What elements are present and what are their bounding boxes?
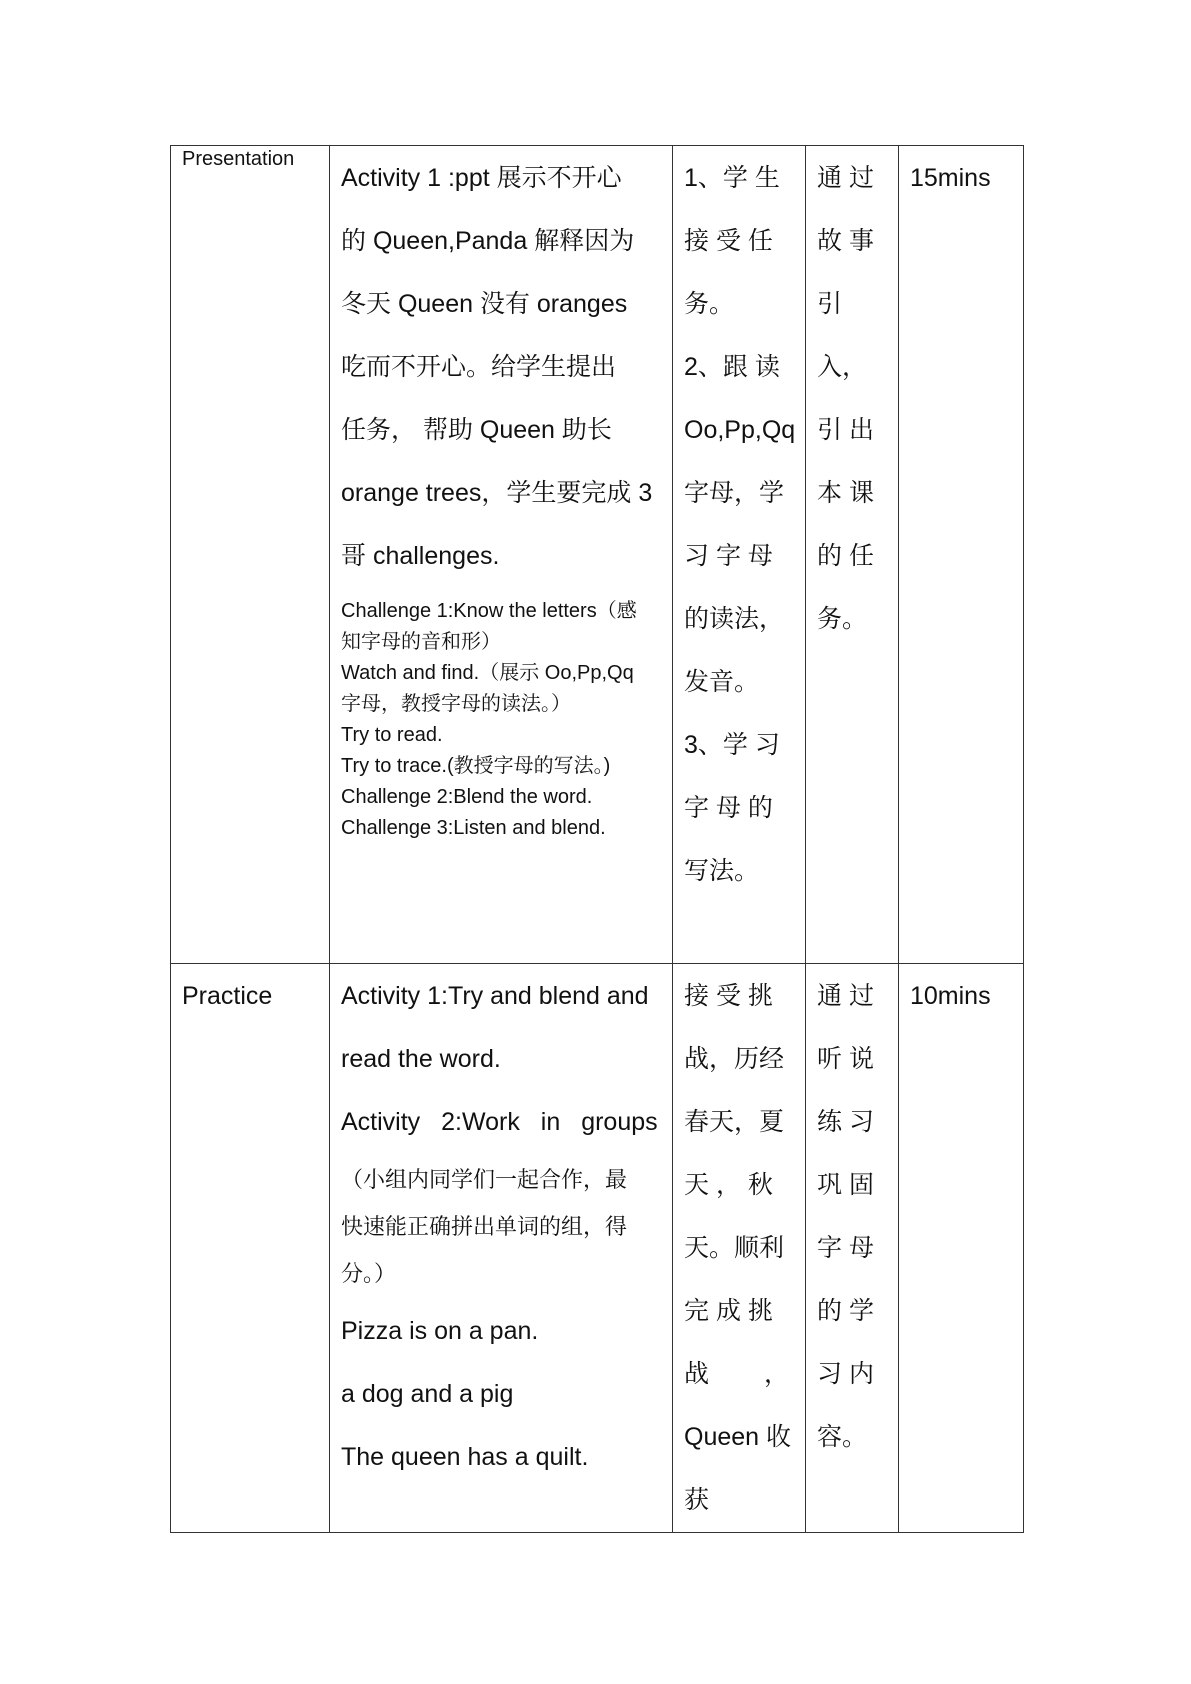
student-line: 春天，夏: [684, 1108, 785, 1136]
time-label: 15mins: [910, 164, 991, 192]
student-line: Oo,Pp,Qq: [684, 416, 796, 444]
time-label: 10mins: [910, 982, 991, 1010]
student-line: 获: [684, 1486, 710, 1514]
purpose-line: 巩 固: [817, 1171, 874, 1199]
purpose-line: 的 任: [817, 542, 874, 570]
student-line: 的读法，: [684, 605, 785, 633]
activity-cell-presentation: [330, 146, 673, 964]
table-row-practice: [171, 964, 1024, 1533]
student-line: 务。: [684, 290, 735, 318]
stage-cell-presentation: [171, 146, 330, 964]
activity-line: 任务， 帮助 Queen 助长: [341, 416, 612, 444]
activity-line: 哥 challenges.: [341, 542, 500, 570]
student-line: 天。顺利: [684, 1234, 785, 1262]
purpose-line: 引 出: [817, 416, 874, 444]
purpose-line: 容。: [817, 1423, 868, 1451]
sentence-line: a dog and a pig: [341, 1380, 514, 1408]
student-line: 字母，学: [684, 479, 785, 507]
student-line: 发音。: [684, 668, 760, 696]
challenge-details: [341, 596, 661, 844]
detail-line: Try to read.: [341, 724, 443, 746]
student-line: 接 受 挑: [684, 982, 773, 1010]
purpose-line: 本 课: [817, 479, 874, 507]
student-line: Queen 收: [684, 1423, 792, 1451]
detail-line: Watch and find.（展示 Oo,Pp,Qq: [341, 662, 634, 684]
student-line: 习 字 母: [684, 542, 773, 570]
activity-cell-practice: [330, 964, 673, 1533]
time-cell-practice: [899, 964, 1024, 1533]
student-line: 战，历经: [684, 1045, 785, 1073]
purpose-line: 字 母: [817, 1234, 874, 1262]
table-row-presentation: [171, 146, 1024, 964]
student-line: 接 受 任: [684, 227, 773, 255]
stage-cell-practice: [171, 964, 330, 1533]
lesson-plan-table: [170, 145, 1024, 1533]
activity-note: [341, 1156, 661, 1297]
student-line: 战 ，: [684, 1360, 789, 1388]
student-line: 3、学 习: [684, 731, 780, 759]
stage-label: Practice: [182, 982, 273, 1010]
detail-line: Challenge 2:Blend the word.: [341, 786, 593, 808]
purpose-line: 的 学: [817, 1297, 874, 1325]
activity-line: 冬天 Queen 没有 oranges: [341, 290, 628, 318]
detail-line: Challenge 1:Know the letters（感: [341, 600, 637, 622]
student-line: 天 ， 秋: [684, 1171, 773, 1199]
detail-line: Try to trace.(教授字母的写法。): [341, 755, 611, 777]
purpose-cell-presentation: [806, 146, 899, 964]
activity-line: 的 Queen,Panda 解释因为: [341, 227, 635, 255]
sentence-line: The queen has a quilt.: [341, 1443, 589, 1471]
purpose-line: 故 事: [817, 227, 874, 255]
stage-label: Presentation: [182, 148, 295, 170]
note-line: 快速能正确拼出单词的组，得: [341, 1214, 628, 1239]
student-line: 写法。: [684, 857, 760, 885]
student-cell-practice: [673, 964, 806, 1533]
purpose-line: 引入，: [817, 290, 868, 381]
purpose-cell-practice: [806, 964, 899, 1533]
purpose-line: 习 内: [817, 1360, 874, 1388]
purpose-line: 听 说: [817, 1045, 874, 1073]
student-line: 1、学 生: [684, 164, 780, 192]
activity-line: Activity 1:Try and blend and: [341, 982, 649, 1010]
sentence-line: Pizza is on a pan.: [341, 1317, 539, 1345]
purpose-line: 练 习: [817, 1108, 874, 1136]
student-cell-presentation: [673, 146, 806, 964]
detail-line: Challenge 3:Listen and blend.: [341, 817, 606, 839]
activity-line: Activity 1 :ppt 展示不开心: [341, 164, 622, 192]
student-line: 2、跟 读: [684, 353, 780, 381]
detail-line: 知字母的音和形）: [341, 631, 501, 653]
note-line: 分。）: [341, 1261, 397, 1286]
activity-line: orange trees，学生要完成 3: [341, 479, 653, 507]
note-line: （小组内同学们一起合作，最: [341, 1167, 628, 1192]
activity-line: Activity 2:Work in groups: [341, 1108, 658, 1136]
student-line: 字 母 的: [684, 794, 773, 822]
purpose-line: 通 过: [817, 982, 874, 1010]
purpose-line: 务。: [817, 605, 868, 633]
purpose-line: 通 过: [817, 164, 874, 192]
detail-line: 字母，教授字母的读法。）: [341, 693, 571, 715]
activity-line: 吃而不开心。给学生提出: [341, 353, 617, 381]
activity-line: read the word.: [341, 1045, 501, 1073]
time-cell-presentation: [899, 146, 1024, 964]
student-line: 完 成 挑: [684, 1297, 773, 1325]
activity-sentences: [341, 1300, 661, 1489]
